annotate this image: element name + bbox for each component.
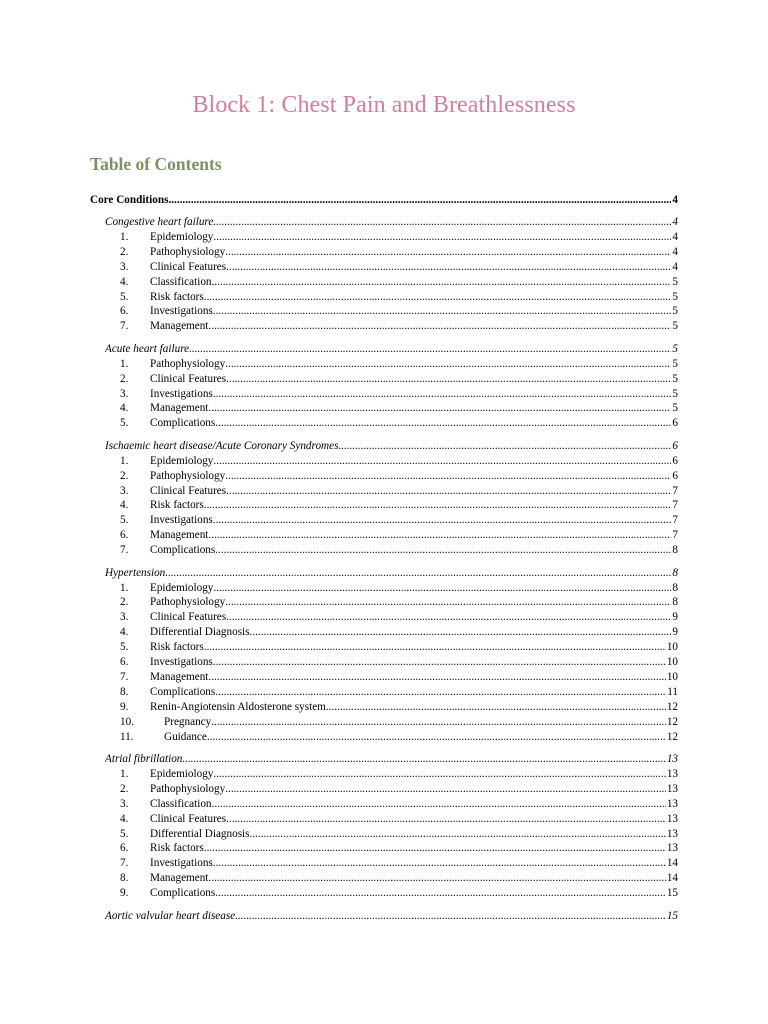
toc-item[interactable] [120, 357, 678, 372]
toc-page-number: 4 [672, 194, 678, 206]
toc-section[interactable] [105, 439, 678, 454]
toc-entry-label: Management [150, 670, 209, 683]
toc-item-number: 7. [120, 857, 129, 870]
dot-leader [225, 245, 671, 260]
toc-entry-label: Complications [150, 544, 216, 557]
toc-item[interactable] [120, 700, 678, 715]
toc-item[interactable] [120, 304, 678, 319]
toc-item[interactable] [120, 625, 678, 640]
toc-item-number: 1. [120, 230, 129, 243]
toc-page-number: 8 [672, 566, 678, 579]
toc-entry-label: Clinical Features [150, 484, 227, 497]
dot-leader [213, 655, 666, 670]
toc-item[interactable] [120, 416, 678, 431]
toc-entry-label: Investigations [150, 857, 213, 870]
toc-item-number: 10. [120, 715, 134, 728]
toc-entry-label: Pregnancy [164, 715, 212, 728]
dot-leader [213, 454, 671, 469]
dot-leader [225, 595, 671, 610]
toc-entry-label: Investigations [150, 514, 213, 527]
toc-page-number: 7 [672, 514, 678, 527]
toc-item[interactable] [120, 401, 678, 416]
toc-page-number: 13 [666, 797, 678, 810]
toc-item[interactable] [120, 528, 678, 543]
document-title: Block 1: Chest Pain and Breathlessness [192, 92, 576, 118]
toc-page-number: 5 [672, 372, 678, 385]
toc-item-number: 5. [120, 641, 129, 654]
toc-entry-label: Congestive heart failure [105, 216, 214, 228]
toc-entry-label: Investigations [150, 305, 213, 318]
toc-entry-label: Pathophysiology [150, 596, 226, 609]
toc-item[interactable] [120, 372, 678, 387]
toc-entry-label: Pathophysiology [150, 469, 226, 482]
dot-leader [213, 581, 671, 596]
toc-item[interactable] [120, 886, 678, 901]
dot-leader [204, 640, 666, 655]
toc-page-number: 14 [666, 872, 678, 885]
toc-entry-label: Epidemiology [150, 581, 214, 594]
toc-item-number: 4. [120, 402, 129, 415]
dot-leader [213, 230, 671, 245]
toc-entry-label: Risk factors [150, 499, 204, 512]
toc-page-number: 5 [672, 290, 678, 303]
toc-page-number: 13 [666, 782, 678, 795]
toc-item-number: 2. [120, 469, 129, 482]
toc-item-number: 4. [120, 275, 129, 288]
dot-leader [226, 812, 666, 827]
toc-item-number: 7. [120, 544, 129, 557]
dot-leader [168, 193, 671, 208]
toc-page-number: 7 [672, 499, 678, 512]
toc-page-number: 6 [672, 417, 678, 430]
toc-item[interactable] [120, 655, 678, 670]
toc-page-number: 9 [672, 611, 678, 624]
toc-item-number: 3. [120, 797, 129, 810]
dot-leader [208, 401, 671, 416]
toc-item-number: 2. [120, 372, 129, 385]
toc-entry-label: Classification [150, 275, 212, 288]
toc-page-number: 5 [672, 320, 678, 333]
toc-entry-label: Management [150, 872, 209, 885]
dot-leader [215, 886, 666, 901]
toc-entry-label: Hypertension [105, 566, 166, 579]
toc-item-number: 9. [120, 700, 129, 713]
toc-item-number: 1. [120, 454, 129, 467]
toc-item-number: 7. [120, 320, 129, 333]
toc-item[interactable] [120, 498, 678, 513]
toc-entry-label: Risk factors [150, 842, 204, 855]
toc-item-number: 1. [120, 357, 129, 370]
dot-leader [338, 439, 671, 454]
dot-leader [225, 782, 666, 797]
toc-item-number: 2. [120, 782, 129, 795]
toc-section[interactable] [105, 909, 678, 924]
dot-leader [208, 670, 665, 685]
toc-page-number: 12 [666, 700, 678, 713]
toc-page-number: 10 [666, 641, 678, 654]
toc-entry-label: Renin-Angiotensin Aldosterone system [150, 700, 326, 713]
dot-leader [213, 767, 665, 782]
dot-leader [226, 484, 671, 499]
toc-page-number: 5 [672, 402, 678, 415]
toc-item-number: 3. [120, 484, 129, 497]
toc-item-number: 6. [120, 529, 129, 542]
dot-leader [212, 275, 672, 290]
toc-entry-label: Clinical Features [150, 611, 227, 624]
toc-page-number: 15 [666, 887, 678, 900]
toc-item[interactable] [120, 856, 678, 871]
toc-item-number: 6. [120, 656, 129, 668]
toc-item-number: 3. [120, 387, 129, 400]
toc-entry-label: Pathophysiology [150, 782, 226, 795]
toc-entry-label: Pathophysiology [150, 357, 226, 370]
toc-item[interactable] [120, 245, 678, 260]
dot-leader [212, 797, 666, 812]
toc-item[interactable] [120, 797, 678, 812]
dot-leader [215, 416, 671, 431]
toc-item[interactable] [120, 640, 678, 655]
dot-leader [189, 342, 671, 357]
toc-item-number: 6. [120, 305, 129, 318]
toc-item[interactable] [120, 275, 678, 290]
toc-page-number: 7 [672, 484, 678, 497]
toc-item[interactable] [120, 670, 678, 685]
toc-item-number: 5. [120, 514, 129, 527]
toc-entry-label: Classification [150, 797, 212, 810]
toc-entry-label: Management [150, 320, 209, 333]
toc-item-number: 3. [120, 611, 129, 624]
toc-item-number: 5. [120, 290, 129, 303]
toc-page-number: 13 [666, 767, 678, 780]
toc-item[interactable] [120, 319, 678, 334]
toc-item[interactable] [120, 484, 678, 499]
toc-entry-label: Epidemiology [150, 230, 214, 243]
dot-leader [226, 260, 671, 275]
toc-entry-label: Epidemiology [150, 767, 214, 780]
toc-item-number: 5. [120, 417, 129, 430]
toc-item[interactable] [120, 767, 678, 782]
toc-page-number: 6 [672, 454, 678, 467]
toc-entry-label: Clinical Features [150, 372, 227, 385]
toc-entry-label: Differential Diagnosis [150, 626, 250, 639]
toc-entry-label: Management [150, 529, 209, 542]
dot-leader [225, 469, 671, 484]
dot-leader [235, 909, 666, 924]
toc-page-number: 5 [672, 387, 678, 400]
toc-page-number: 13 [666, 842, 678, 855]
dot-leader [204, 498, 672, 513]
toc-section[interactable] [105, 342, 678, 357]
toc-item[interactable] [120, 581, 678, 596]
toc-item[interactable] [120, 827, 678, 842]
dot-leader [213, 387, 672, 402]
dot-leader [225, 357, 671, 372]
toc-page-number: 10 [666, 656, 678, 668]
toc-page-number: 11 [667, 685, 678, 698]
toc-page-number: 9 [672, 626, 678, 639]
toc-item[interactable] [120, 454, 678, 469]
toc-page-number: 5 [672, 275, 678, 288]
toc-item[interactable] [120, 610, 678, 625]
toc-page-number: 12 [666, 730, 678, 743]
toc-item[interactable] [120, 782, 678, 797]
toc-page-number: 8 [672, 581, 678, 594]
toc-page-number: 4 [672, 260, 678, 273]
dot-leader [211, 715, 666, 730]
toc-page-number: 8 [672, 544, 678, 557]
dot-leader [208, 871, 665, 886]
toc-item-number: 8. [120, 685, 129, 698]
dot-leader [226, 372, 671, 387]
toc-section[interactable] [105, 566, 678, 581]
toc-item[interactable] [120, 715, 678, 730]
dot-leader [208, 528, 671, 543]
dot-leader [213, 215, 671, 230]
toc-item-number: 4. [120, 499, 129, 512]
dot-leader [213, 856, 666, 871]
toc-page-number: 4 [672, 245, 678, 258]
toc-entry-label: Complications [150, 887, 216, 900]
toc-page-number: 6 [672, 469, 678, 482]
toc-item-number: 8. [120, 872, 129, 885]
toc-page-number: 14 [666, 857, 678, 870]
toc-page-number: 8 [672, 596, 678, 609]
toc-page-number: 13 [666, 812, 678, 825]
toc-entry-label: Risk factors [150, 290, 204, 303]
toc-item-number: 6. [120, 842, 129, 855]
toc-item-number: 7. [120, 670, 129, 683]
toc-item[interactable] [120, 230, 678, 245]
toc-entry-label: Investigations [150, 387, 213, 400]
toc-entry-label: Acute heart failure [105, 342, 190, 355]
dot-leader [204, 290, 672, 305]
toc-entry-label: Atrial fibrillation [105, 753, 183, 765]
dot-leader [326, 700, 666, 715]
toc-entry-label: Clinical Features [150, 260, 227, 273]
toc-page-number: 5 [672, 342, 678, 355]
toc-item-number: 3. [120, 260, 129, 273]
dot-leader [250, 625, 672, 640]
toc-entry-label: Ischaemic heart disease/Acute Coronary Syndromes [105, 439, 339, 452]
toc-item-number: 4. [120, 812, 129, 825]
toc-item-number: 5. [120, 827, 129, 840]
toc-page-number: 12 [666, 715, 678, 728]
toc-item[interactable] [120, 685, 678, 700]
toc-entry-label: Guidance [164, 730, 207, 743]
toc-page-number: 13 [666, 753, 678, 765]
dot-leader [213, 513, 672, 528]
toc-section[interactable] [105, 215, 678, 230]
toc-entry-label: Management [150, 402, 209, 415]
dot-leader [226, 610, 671, 625]
toc-page-number: 15 [666, 909, 678, 922]
dot-leader [204, 841, 666, 856]
toc-item[interactable] [120, 595, 678, 610]
dot-leader [165, 566, 671, 581]
toc-page-number: 5 [672, 357, 678, 370]
toc-entry-label: Risk factors [150, 641, 204, 654]
toc-item[interactable] [120, 469, 678, 484]
toc-heading: Table of Contents [90, 154, 222, 174]
dot-leader [215, 543, 671, 558]
toc-item[interactable] [120, 513, 678, 528]
dot-leader [207, 730, 666, 745]
dot-leader [250, 827, 666, 842]
dot-leader [215, 685, 666, 700]
dot-leader [208, 319, 671, 334]
toc-entry-label: Complications [150, 685, 216, 698]
toc-page-number: 10 [666, 670, 678, 683]
toc-page-number: 13 [666, 827, 678, 840]
toc-item-number: 1. [120, 581, 129, 594]
toc-page-number: 7 [672, 529, 678, 542]
toc-entry-label: Investigations [150, 656, 213, 668]
dot-leader [182, 752, 665, 767]
toc-core-conditions[interactable] [90, 193, 678, 208]
toc-page-number: 4 [672, 216, 678, 228]
toc-page-number: 6 [672, 439, 678, 452]
toc-entry-label: Pathophysiology [150, 245, 226, 258]
toc-item[interactable] [120, 730, 678, 745]
toc-item[interactable] [120, 812, 678, 827]
toc-page-number: 5 [672, 305, 678, 318]
toc-entry-label: Clinical Features [150, 812, 227, 825]
toc-entry-label: Aortic valvular heart disease [105, 909, 236, 922]
toc-item[interactable] [120, 260, 678, 275]
toc-entry-label: Core Conditions [90, 194, 169, 206]
toc-item-number: 1. [120, 767, 129, 780]
toc-entry-label: Complications [150, 417, 216, 430]
toc-item[interactable] [120, 841, 678, 856]
toc-entry-label: Differential Diagnosis [150, 827, 250, 840]
toc-page-number: 4 [672, 230, 678, 243]
toc-item-number: 4. [120, 626, 129, 639]
toc-item-number: 2. [120, 596, 129, 609]
toc-item[interactable] [120, 871, 678, 886]
toc-entry-label: Epidemiology [150, 454, 214, 467]
toc-item[interactable] [120, 387, 678, 402]
toc-item-number: 11. [120, 730, 134, 743]
toc-item-number: 2. [120, 245, 129, 258]
toc-item[interactable] [120, 543, 678, 558]
toc-section[interactable] [105, 752, 678, 767]
dot-leader [213, 304, 672, 319]
toc-item-number: 9. [120, 887, 129, 900]
toc-item[interactable] [120, 290, 678, 305]
